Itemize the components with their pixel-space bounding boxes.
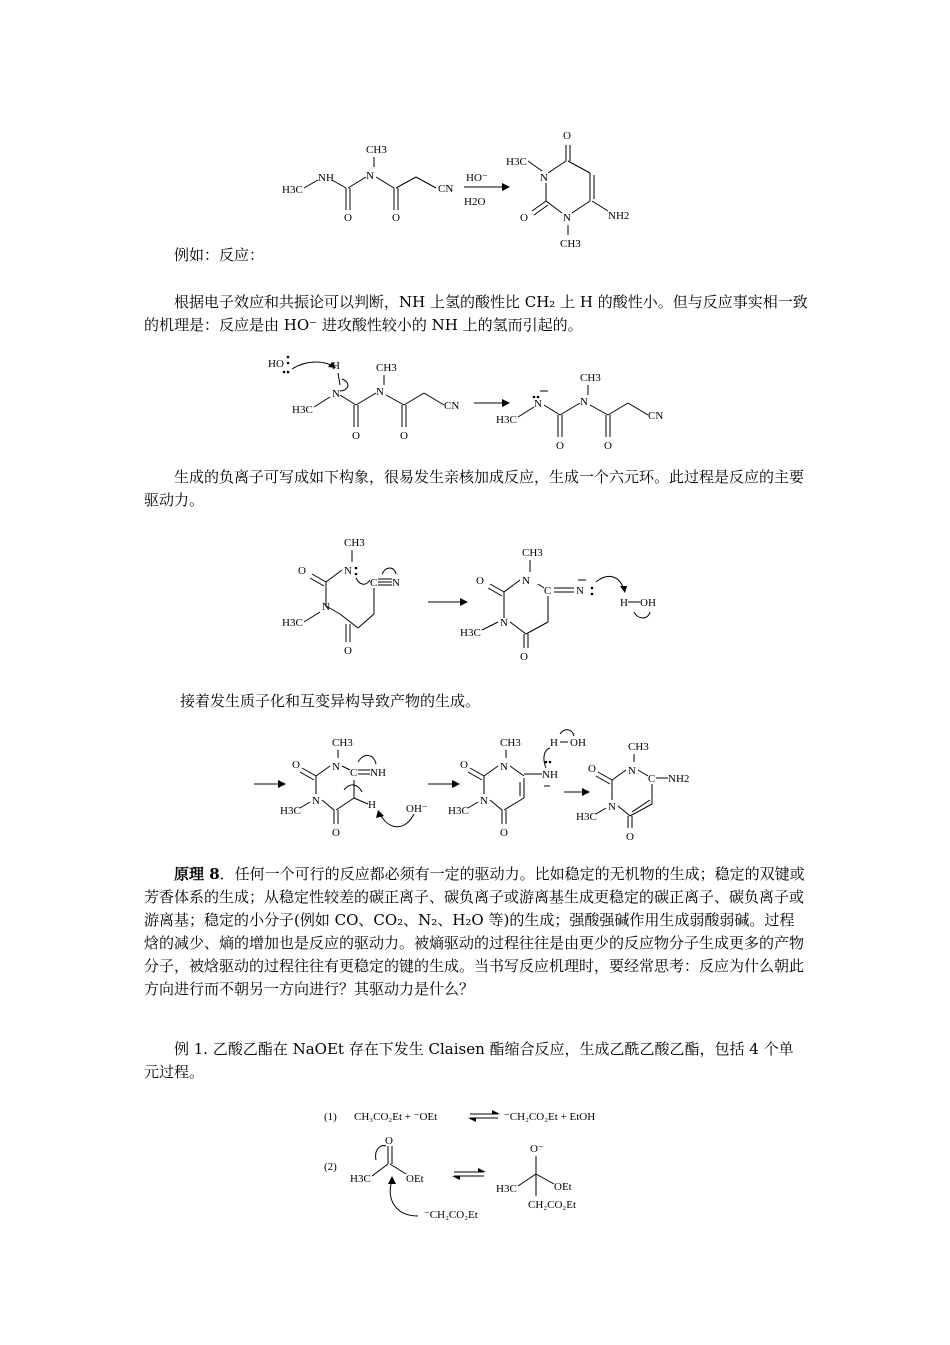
label-h3c: H3C	[448, 805, 469, 817]
label-h3c: H3C	[460, 627, 481, 639]
label-nh: NH	[318, 172, 334, 184]
step-1-number: (1)	[324, 1111, 337, 1123]
label-n: N	[608, 801, 616, 813]
oet-label: OEt	[554, 1181, 572, 1193]
ch2co2et-anion: ⁻CH₂CO₂Et	[424, 1209, 478, 1221]
label-ch3: CH3	[366, 144, 387, 156]
label-ch3: CH3	[376, 362, 397, 374]
oet-label: OEt	[406, 1173, 424, 1185]
label-o: O	[556, 440, 564, 452]
reaction-tautomerism	[254, 728, 704, 843]
example-label: 例如：反应：	[174, 246, 265, 264]
label-n: N	[576, 585, 584, 597]
label-cn: CN	[444, 400, 460, 412]
label-n: N	[376, 386, 384, 398]
reaction-overall	[270, 125, 630, 255]
label-n: N	[366, 170, 374, 182]
paragraph-4	[144, 863, 808, 1001]
label-o: O	[385, 1135, 393, 1147]
label-n: N	[534, 398, 542, 410]
label-o-minus: O⁻	[530, 1143, 544, 1155]
label-ch3: CH3	[580, 372, 601, 384]
label-h: H	[620, 597, 628, 609]
label-oh-minus: OH⁻	[406, 803, 428, 815]
label-c: C	[648, 773, 656, 785]
label-n: N	[392, 577, 400, 589]
step-1-left: CH₃CO₂Et + ⁻OEt	[354, 1111, 438, 1123]
label-n: N	[522, 575, 530, 587]
label-oh: OH	[570, 737, 586, 749]
label-h: H	[368, 799, 376, 811]
label-ch3: CH3	[560, 238, 581, 250]
label-c: C	[370, 577, 378, 589]
label-n: N	[500, 617, 508, 629]
label-ho-minus: HO⁻	[466, 172, 488, 184]
label-ch3: CH3	[332, 737, 353, 749]
reaction-deprotonation	[268, 345, 698, 455]
label-n: N	[332, 761, 340, 773]
step-2-number: (2)	[324, 1161, 337, 1173]
paragraph-5: 例 1. 乙酸乙酯在 NaOEt 存在下发生 Claisen 酯缩合反应，生成乙酰乙酸乙酯，包括 4 个单元过程。	[144, 1040, 794, 1081]
label-h: H	[332, 360, 340, 372]
label-o: O	[392, 212, 400, 224]
label-h3c: H3C	[506, 156, 527, 168]
label-ho: HO	[268, 358, 284, 370]
label-n: N	[322, 601, 330, 613]
label-oh: OH	[640, 597, 656, 609]
paragraph-3: 接着发生质子化和互变异构导致产物的生成。	[180, 692, 481, 710]
claisen-steps	[320, 1100, 640, 1230]
label-nh-minus: NH	[542, 769, 558, 781]
label-o: O	[520, 212, 528, 224]
ch2co2et-label: CH₂CO₂Et	[528, 1199, 577, 1211]
label-h3c: H3C	[282, 184, 303, 196]
label-o: O	[352, 430, 360, 442]
label-o: O	[588, 763, 596, 775]
label-n: N	[500, 761, 508, 773]
label-cn: CN	[648, 410, 664, 422]
label-h: H	[550, 737, 558, 749]
label-o: O	[292, 759, 300, 771]
label-o: O	[460, 759, 468, 771]
principle-body: ．任何一个可行的反应都必须有一定的驱动力。比如稳定的无机物的生成；稳定的双键或芳香体系的生成；从稳定性较差的碳正离子、碳负离子或游离基生成更稳定的碳正离子、碳负离子或游离基；稳定的小分子(例如 CO、CO₂、N₂、H₂O 等)的生成；强酸强碱作用生成弱酸弱碱。过程焓的减少、熵的增加也是反应的驱动力。被熵驱动的过程往往是由更少的反应物分子生成更多的产物分子，被焓驱动的过程往往有更稳定的键的生成。当书写反应机理时，要经常思考：反应为什么朝此方向进行而不朝另一方向进行？其驱动力是什么？	[144, 865, 805, 998]
paragraph-2: 生成的负离子可写成如下构象，很易发生亲核加成反应，生成一个六元环。此过程是反应的主要驱动力。	[144, 468, 805, 509]
label-n: N	[332, 388, 340, 400]
label-h2o: H2O	[464, 196, 486, 208]
label-ch3: CH3	[522, 547, 543, 559]
label-ch3: CH3	[344, 537, 365, 549]
label-cn: CN	[438, 183, 454, 195]
label-o: O	[344, 212, 352, 224]
label-h3c: H3C	[292, 404, 313, 416]
label-h3c: H3C	[576, 811, 597, 823]
label-o: O	[298, 565, 306, 577]
label-o: O	[476, 575, 484, 587]
label-h3c: H3C	[282, 617, 303, 629]
principle-heading: 原理 8	[174, 865, 220, 883]
label-ch3: CH3	[500, 737, 521, 749]
label-n: N	[563, 212, 571, 224]
label-o: O	[520, 651, 528, 663]
label-nh2: NH2	[668, 773, 690, 785]
label-n: N	[480, 795, 488, 807]
label-o: O	[332, 827, 340, 839]
label-o: O	[500, 827, 508, 839]
reaction-ring-closure	[282, 530, 682, 663]
label-o: O	[604, 440, 612, 452]
label-h3c: H3C	[350, 1173, 371, 1185]
label-ch3: CH3	[628, 741, 649, 753]
label-h3c: H3C	[496, 1183, 517, 1195]
label-n: N	[628, 765, 636, 777]
label-h3c: H3C	[280, 805, 301, 817]
label-o: O	[400, 430, 408, 442]
label-n: N	[312, 795, 320, 807]
label-n: N	[540, 172, 548, 184]
step-1-right: ⁻CH₂CO₂Et + EtOH	[504, 1111, 596, 1123]
label-nh: NH	[370, 767, 386, 779]
label-o: O	[563, 130, 571, 142]
label-nh2: NH2	[608, 210, 630, 222]
label-h3c: H3C	[496, 414, 517, 426]
label-o: O	[344, 645, 352, 657]
label-n: N	[344, 565, 352, 577]
label-c: C	[544, 585, 552, 597]
label-c: C	[350, 767, 358, 779]
paragraph-1: 根据电子效应和共振论可以判断，NH 上氢的酸性比 CH₂ 上 H 的酸性小。但与反应事实相一致的机理是：反应是由 HO⁻ 进攻酸性较小的 NH 上的氢而引起的。	[144, 293, 808, 334]
label-o: O	[626, 831, 634, 843]
label-n: N	[580, 396, 588, 408]
